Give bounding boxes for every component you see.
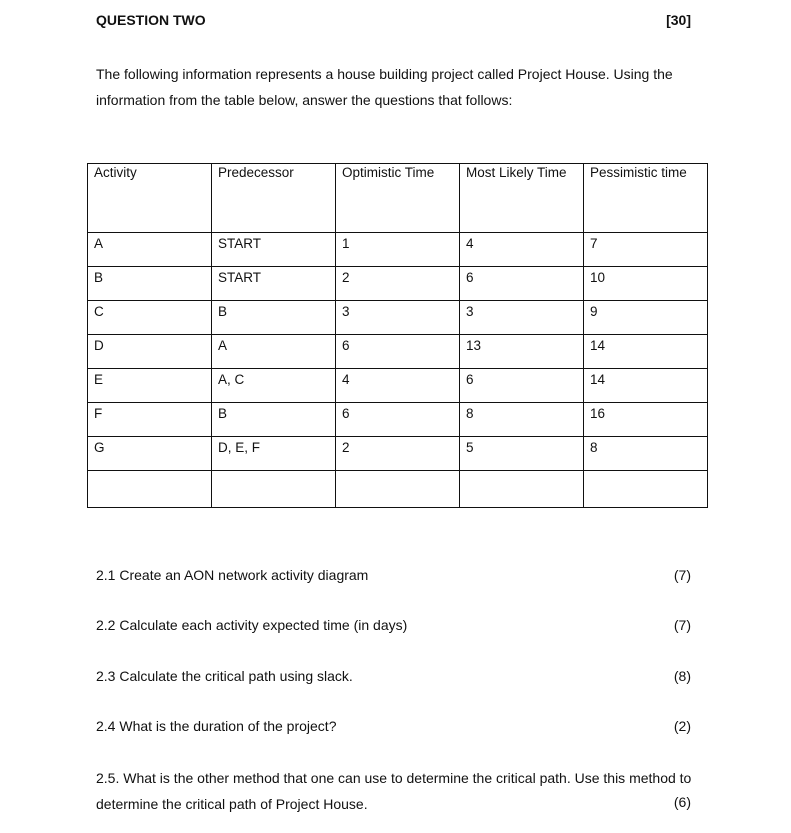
cell-most-likely: 5 <box>460 437 584 471</box>
cell-pessimistic: 8 <box>584 437 708 471</box>
cell-optimistic: 3 <box>336 301 460 335</box>
table-row-empty <box>88 471 708 508</box>
table-row <box>88 233 708 267</box>
cell-activity: F <box>88 403 212 437</box>
cell-optimistic: 6 <box>336 335 460 369</box>
question-2-5-marks: (6) <box>673 794 691 810</box>
column-header-most-likely-time: Most Likely Time <box>460 164 584 233</box>
table-header-row <box>88 164 708 233</box>
cell-activity: G <box>88 437 212 471</box>
question-2-2-marks: (7) <box>673 617 691 633</box>
cell-most-likely: 6 <box>460 267 584 301</box>
column-header-activity: Activity <box>88 164 212 233</box>
cell-predecessor: B <box>212 403 336 437</box>
cell-predecessor: START <box>212 267 336 301</box>
cell-activity: D <box>88 335 212 369</box>
question-2-4-marks: (2) <box>673 718 691 734</box>
cell-pessimistic: 7 <box>584 233 708 267</box>
question-2-3: 2.3 Calculate the critical path using slack. <box>96 668 353 684</box>
question-2-3-marks: (8) <box>673 668 691 684</box>
question-2-1-marks: (7) <box>673 567 691 583</box>
column-header-optimistic-time: Optimistic Time <box>336 164 460 233</box>
column-header-pessimistic-time: Pessimistic time <box>584 164 708 233</box>
activity-table <box>87 163 708 508</box>
total-marks: [30] <box>666 12 691 28</box>
cell-activity: E <box>88 369 212 403</box>
cell-activity: B <box>88 267 212 301</box>
table-row <box>88 437 708 471</box>
cell-optimistic: 2 <box>336 437 460 471</box>
cell-most-likely: 8 <box>460 403 584 437</box>
cell-activity: A <box>88 233 212 267</box>
cell-pessimistic <box>584 471 708 508</box>
table-row <box>88 335 708 369</box>
question-title: QUESTION TWO <box>96 12 206 28</box>
question-2-2: 2.2 Calculate each activity expected time (in days) <box>96 617 408 633</box>
cell-most-likely: 4 <box>460 233 584 267</box>
cell-predecessor: D, E, F <box>212 437 336 471</box>
table-row <box>88 369 708 403</box>
cell-most-likely <box>460 471 584 508</box>
cell-most-likely: 3 <box>460 301 584 335</box>
cell-most-likely: 6 <box>460 369 584 403</box>
table-row <box>88 301 708 335</box>
question-2-4: 2.4 What is the duration of the project? <box>96 718 337 734</box>
cell-pessimistic: 14 <box>584 369 708 403</box>
intro-paragraph: The following information represents a house building project called Project House. Using the information from the table below, answer the questions that follows: <box>96 66 673 108</box>
cell-optimistic: 1 <box>336 233 460 267</box>
cell-activity <box>88 471 212 508</box>
cell-pessimistic: 14 <box>584 335 708 369</box>
cell-pessimistic: 10 <box>584 267 708 301</box>
cell-pessimistic: 16 <box>584 403 708 437</box>
cell-activity: C <box>88 301 212 335</box>
cell-optimistic: 2 <box>336 267 460 301</box>
table-row <box>88 403 708 437</box>
column-header-predecessor: Predecessor <box>212 164 336 233</box>
question-2-5: 2.5. What is the other method that one can use to determine the critical path. Use this method to determine the critical path of Project House. <box>96 770 692 812</box>
cell-predecessor <box>212 471 336 508</box>
cell-optimistic: 6 <box>336 403 460 437</box>
cell-optimistic: 4 <box>336 369 460 403</box>
cell-predecessor: A, C <box>212 369 336 403</box>
cell-predecessor: B <box>212 301 336 335</box>
cell-predecessor: A <box>212 335 336 369</box>
cell-predecessor: START <box>212 233 336 267</box>
question-2-1: 2.1 Create an AON network activity diagram <box>96 567 369 583</box>
table-row <box>88 267 708 301</box>
cell-pessimistic: 9 <box>584 301 708 335</box>
cell-most-likely: 13 <box>460 335 584 369</box>
cell-optimistic <box>336 471 460 508</box>
